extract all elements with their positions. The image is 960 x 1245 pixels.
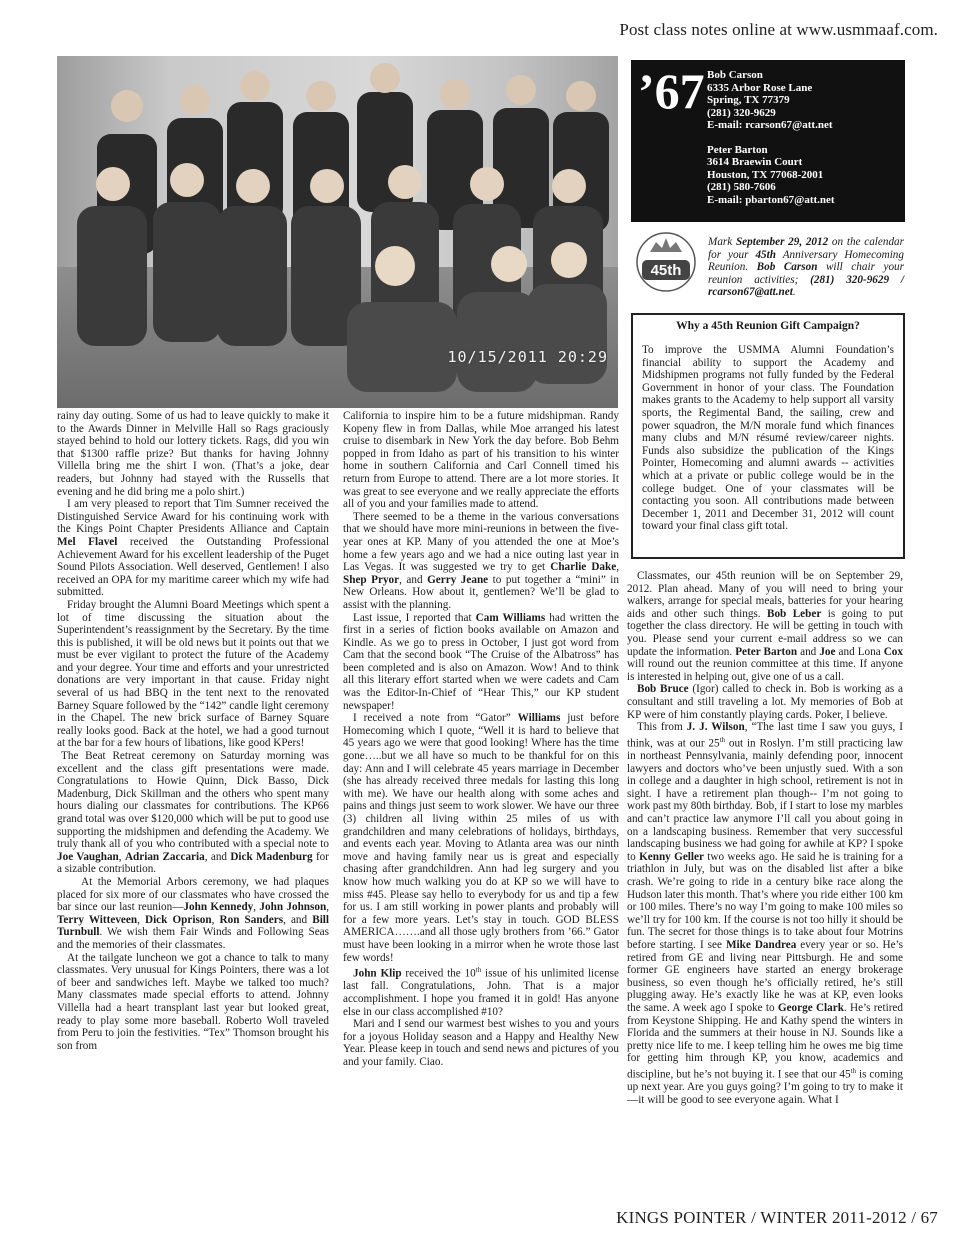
paragraph: rainy day outing. Some of us had to leave quickly to make it to the Awards Dinner in Melville Hall so Rags graciously stayed behind to hold our lottery tickets. Rags, did you win that $1300 raffle prize? But thanks for having Johnny Villella bring me the shirt I won. (That’s a joke, dear readers, but Johnny had stayed with the Russells that evening and he did bring me a polo shirt.) xyxy=(57,410,329,498)
contact-city: Houston, TX 77068-2001 xyxy=(707,168,824,181)
contact-email: E-mail: pbarton67@att.net xyxy=(707,193,835,206)
class-contact-box xyxy=(631,60,905,222)
contact-phone: (281) 320-9629 xyxy=(707,106,776,119)
paragraph: At the tailgate luncheon we got a chance to talk to many classmates. Very unusual for Kings Pointers, there was a lot of beer and sandwiches left. Maybe we talked too much? Many classmates made special efforts to attend. Johnny Villella had a heart transplant last year but looked great, ready to play some more baseball. Roberto Woll traveled from Peru to join the festivities. “Tex” Thomson brought his son from xyxy=(57,951,329,1052)
paragraph: I received a note from “Gator” Williams just before Homecoming which I quote, “Well it is hard to believe that 45 years ago we were that good looking! Where has the time gone…..but we all have so much to be thankful for on this day: Ann and I will celebrate 45 years marriage in December (she has already received three medals for lasting this long with me). We have our health along with some aches and pains and things just seem to work slower. We have our three (3) children all living within 25 miles of us with grandchildren and many celebrations of holidays, birthdays, and events each year. Moving to Atlanta area was our ninth move and having family near us is great and especially chasing after grandchildren. Ann had leg surgery and you know how much walking you do at KP so we will have to miss #45. Please say hello to everybody for us and tip a few for us. I am still working in power plants and probably will for a few more years. Let’s stay in touch. GOD BLESS AMERICA…….and all those ugly brothers from ’66.” Gator must have been looking in a mirror when he wrote those last few words! xyxy=(343,712,619,964)
class-reunion-photo xyxy=(57,56,618,408)
paragraph: Bob Bruce (Igor) called to check in. Bob is working as a consultant and still traveling a lot. My memories of Bob at KP were of him constantly playing cards. Poker, I believe. xyxy=(627,683,903,721)
header-note: Post class notes online at www.usmmaaf.com. xyxy=(619,20,938,39)
secretary-contacts xyxy=(707,69,835,206)
paragraph: Friday brought the Alumni Board Meetings which spent a lot of time discussing the situation about the Superintendent’s reassignment by the Secretary. By the time this is published, it will be old news but it points out that we must be ever vigilant to protect the future of the Academy and your degree. Your time and efforts and your unrestricted donations are very important in that cause. Friday night several of us had BBQ in the tent next to the renovated Barney Square followed by the “142” candle light ceremony in the Chapel. The new brick surface of Barney Square really looks good. Back at the hotel, we had a good turnout at the bar for a few hours of libations, like good KPers! xyxy=(57,598,329,750)
paragraph: California to inspire him to be a future midshipman. Randy Kopeny flew in from Dallas, while Moe arranged his latest cruise to disembark in New York the day before. Bob Behm popped in from Idaho as part of his transition to his winter home in southern California and Carl Connell timed his return from Europe to attend. There are a lot more stories. It was great to see everyone and we really appreciate the efforts all of you and your families made to attend. xyxy=(343,410,619,511)
gift-campaign-title: Why a 45th Reunion Gift Campaign? xyxy=(676,320,860,332)
contact-email: E-mail: rcarson67@att.net xyxy=(707,119,833,131)
45th-anniversary-badge-icon xyxy=(634,230,698,294)
article-column-1 xyxy=(57,410,329,1052)
contact-name: Bob Carson xyxy=(707,69,763,81)
article-column-3 xyxy=(627,570,903,1106)
contact-city: Spring, TX 77379 xyxy=(707,94,790,106)
badge-text: 45th xyxy=(650,262,682,279)
contact-address: 3614 Braewin Court xyxy=(707,156,803,168)
page-footer: KINGS POINTER / WINTER 2011-2012 / 67 xyxy=(616,1208,938,1227)
reunion-announcement: Mark September 29, 2012 on the calendar for your 45th Anniversary Homecoming Reunion. Bob Carson will chair your reunion activities; (281) 320-9629 / rcarson67@att.net. xyxy=(708,236,904,299)
article-column-2 xyxy=(343,410,619,1069)
photo-timestamp: 10/15/2011 20:29 xyxy=(447,348,608,366)
paragraph: The Beat Retreat ceremony on Saturday morning was excellent and the class gift presentations were made. Congratulations to Howie Quinn, Dick Basso, Dick Madenburg, Dick Skillman and the others who spent many hours dialing our classmates for contributions. The KP66 grand total was over $120,000 which will be put to good use supporting the midshipmen and defending the Academy. We truly thank all of you who contributed with a special note to Joe Vaughan, Adrian Zaccaria, and Dick Madenburg for a sizable contribution. xyxy=(57,750,330,876)
paragraph: At the Memorial Arbors ceremony, we had plaques placed for six more of our classmates who have crossed the bar since our last reunion—John Kennedy, John Johnson, Terry Witteveen, Dick Oprison, Ron Sanders, and Bill Turnbull. We wish them Fair Winds and Following Seas and the memories of their classmates. xyxy=(57,875,330,951)
contact-name: Peter Barton xyxy=(707,143,768,156)
class-year: ’67 xyxy=(638,63,705,119)
paragraph: Mari and I send our warmest best wishes to you and yours for a joyous Holiday season and a Happy and Healthy New Year. Please keep in touch and send news and pictures of you and your family. Ciao. xyxy=(343,1018,619,1069)
contact-phone: (281) 580-7606 xyxy=(707,181,776,193)
paragraph: I am very pleased to report that Tim Sumner received the Distinguished Service Award for his continuing work with the Kings Point Chapter Presidents Alliance and Captain Mel Flavel received the Outstanding Professional Achievement Award for his excellent leadership of the Puget Sound Pilots Association. Well deserved, Gentlemen! I also received an OPA for my maritime career which my wife had submitted. xyxy=(57,498,329,599)
paragraph: There seemed to be a theme in the various conversations that we should have more mini-reunions in between the five-year ones at KP. Many of you attended the one at Moe’s home a few years ago and we had a nice outing last year in Las Vegas. It was suggested we try to get Charlie Dake, Shep Pryor, and Gerry Jeane to put together a “mini” in New Orleans. How about it, gentlemen? We’ll be glad to assist with the planning. xyxy=(343,510,620,611)
paragraph: This from J. J. Wilson, “The last time I saw you guys, I think, was at our 25th out in Roslyn. I’m still practicing law in northeast Pennsylvania, mainly defending poor, innocent lawyers and doctors who’ve been unjustly sued. With a son in college and a daughter in high school, retirement is not in sight. I have a retirement plan though-- I’m not going to work past my 80th birthday. Bob, if I start to lose my marbles and can’t practice law anymore I’ll call you about going in on a landscaping business. Remember that very successful landscaping business we had going for awhile at KP? I spoke to Kenny Geller two weeks ago. He said he is training for a triathlon in July, but was on the disabled list after a bike crash. We’re going to ride in a century bike race along the Hudson later this month. That’s where you ride either 100 km or 100 miles. There’s no way I’m going to make 100 miles so we’ll try for 100 km. If the course is not too hilly it should be fun. The secret for those things is to take about four Motrins before starting. I see Mike Dandrea every year or so. He’s retired from GE and living near Pittsburgh. He and some former GE engineers have started an energy brokerage business, so even though he’s officially retired, he’s still plugging away. He’s exactly like he was at KP, even looks the same. A week ago I spoke to George Clark. He’s retired from Keystone Shipping. He and Kathy spend the winters in Florida and the summers at their house in NJ. Sounds like a pretty nice life to me. I keep telling him he owes me big time for getting him through KP, you know, academics and discipline, but he’s not buying it. I see that our 45th is coming up next year. Are you guys going? I’m going to try to make it—it will be good to see everyone again. What I xyxy=(627,721,904,1106)
paragraph: Classmates, our 45th reunion will be on September 29, 2012. Plan ahead. Many of you will need to bring your walkers, arrange for special meals, batteries for your hearing aids and other such things. Bob Leber is going to put together the class directory. He will be getting in touch with you. Please send your current e-mail address so we can update the information. Peter Barton and Joe and Lona Cox will round out the reunion committee at this time. If anyone is interested in helping out, give one of us a call. xyxy=(627,570,903,683)
gift-campaign-box xyxy=(631,313,905,559)
paragraph: John Klip received the 10th issue of his unlimited license last fall. Congratulations, John. That is a major accomplishment. I hope you framed it in gold! Has anyone else in our class accomplished #10? xyxy=(343,966,619,1018)
gift-campaign-body: To improve the USMMA Alumni Foundation’s financial ability to support the Academy and Midshipmen programs not fully funded by the Federal Government in honor of your class. The Foundation makes grants to the Academy to help support all varsity sports, the Regimental Band, the sailing, crew and power squadron, the M/N morale fund which finances many clubs and M/N résumé review/career nights. Funds also subsidize the publication of the Kings Pointer, Homecoming and alumni awards -- activities which at a private or public college would be in the college budget. One of your classmates will be contacting you soon. All contributions made between December 1, 2011 and December 31, 2012 will count toward your final class gift total. xyxy=(642,344,894,533)
paragraph: Last issue, I reported that Cam Williams had written the first in a series of fiction books available on Amazon and Kindle. As we go to press in October, I just got word from Cam that the second book “The Cruise of the Albatross” has been completed and is also on Amazon. Wow! And to think all this literary effort started when we were cadets and Cam was the Editor-In-Chief of “Hear This,” our KP student newspaper! xyxy=(343,611,619,712)
contact-address: 6335 Arbor Rose Lane xyxy=(707,81,813,94)
